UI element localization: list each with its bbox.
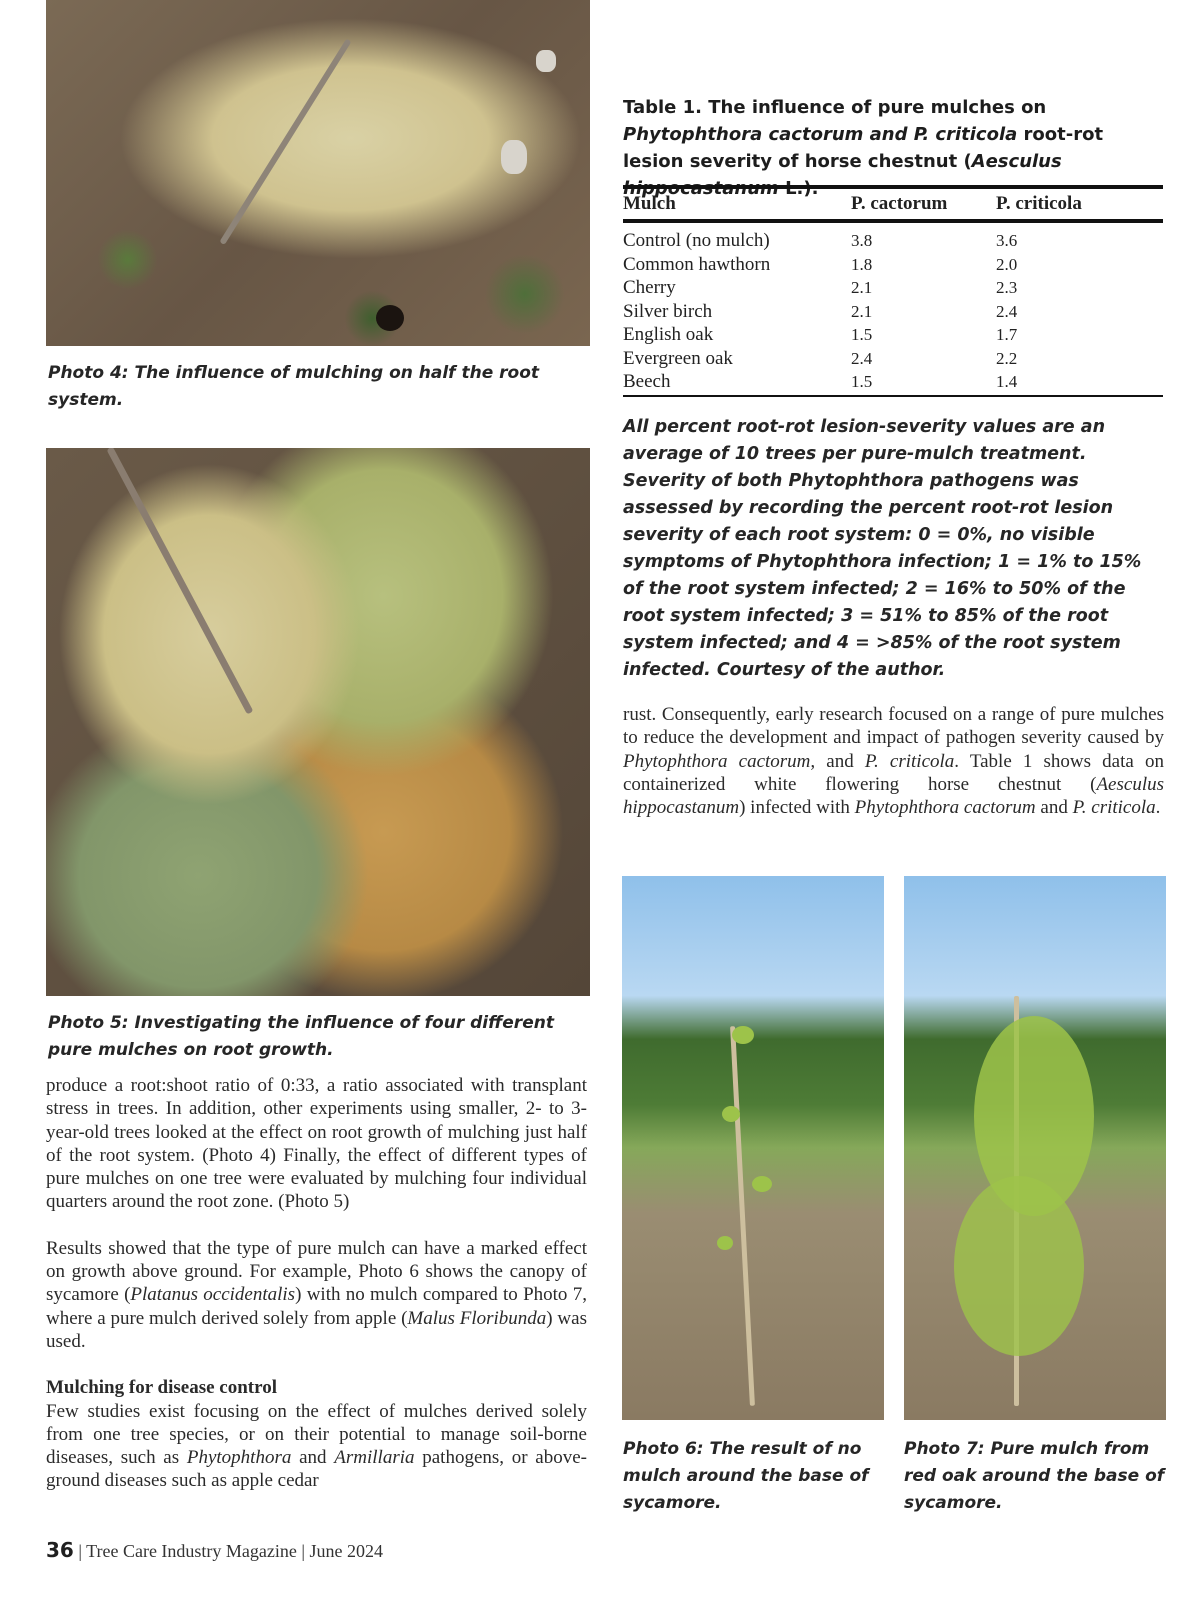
text: Results showed that the type of pure mulch can have a marked effect on growth above ground. For example, Photo 6 shows the canopy of sycamore ( (46, 1237, 587, 1306)
sapling-trunk (730, 1026, 755, 1406)
cell-p-criticola: 2.4 (996, 301, 1018, 321)
tree-branch (106, 448, 253, 715)
cell-p-criticola: 3.6 (996, 231, 1018, 250)
cell-p-cactorum: 1.5 (851, 370, 996, 396)
cell-mulch: Evergreen oak (623, 347, 733, 369)
text: pathogens, or above-ground diseases such as apple cedar (46, 1447, 588, 1492)
cell-mulch: English oak (623, 324, 714, 345)
table-title-italic: Phytophthora cactorum and P. criticola (623, 124, 1018, 145)
italic-text: Phytophthora (186, 1447, 292, 1469)
right-column-paragraph (623, 703, 1164, 819)
header-mulch: Mulch (623, 187, 851, 221)
photo-7-sycamore-red-oak-mulch (904, 876, 1166, 1420)
paragraph (46, 1237, 587, 1353)
italic-text: P. criticola (1072, 797, 1156, 819)
stone (536, 50, 556, 72)
table-title-text: L.). (778, 178, 819, 199)
paragraph: produce a root:shoot ratio of 0:33, a ratio associated with transplant stress in trees. In addition, other experiments using smaller, 2- to 3-year-old trees looked at the effect on root growth of mulching just half of the root system. (Photo 4) Finally, the effect of different types of pure mulches on one tree were evaluated by mulching four individual quarters around the root zone. (Photo 5) (46, 1075, 587, 1213)
cell-p-cactorum: 1.8 (851, 254, 873, 274)
text: and (815, 750, 865, 772)
text: ) infected with (739, 797, 855, 819)
text: ) with no mulch compared to Photo 7, where a pure mulch derived solely from apple ( (46, 1284, 587, 1329)
tree-branch (219, 38, 351, 245)
hole (376, 305, 404, 331)
cell-mulch: Silver birch (623, 300, 713, 322)
table-1-note: All percent root-rot lesion-severity values are an average of 10 trees per pure-mulch treatment. Severity of both Phytophthora pathogens was assessed by recording the percent root-rot lesion severity of each root system: 0 = 0%, no visible symptoms of Phytophthora infection; 1 = 1% to 15% of the root system infected; 2 = 16% to 50% of the root system infected; 3 = 51% to 85% of the root system infected; and 4 = >85% of the root system infected. Courtesy of the author. (623, 417, 1142, 680)
table-row (623, 323, 1163, 347)
photo-7-caption: Photo 7: Pure mulch from red oak around the base of sycamore. (904, 1439, 1165, 1513)
italic-text: P. criticola (864, 750, 955, 772)
text: Few studies exist focusing on the effect of mulches derived solely from one tree species, or on their potential to manage soil-borne diseases, such as (46, 1400, 587, 1469)
table-row (623, 276, 1163, 300)
cell-p-criticola: 2.3 (996, 278, 1018, 297)
page-footer (46, 1538, 383, 1562)
text: . Table 1 shows data on containerized white flowering horse chestnut ( (623, 750, 1164, 795)
leaf (752, 1176, 772, 1192)
stone (501, 140, 527, 174)
table-header-row (623, 187, 1163, 221)
cell-mulch: Cherry (623, 277, 676, 298)
text: rust. Consequently, early research focused on a range of pure mulches to reduce the development and impact of pathogen severity caused by (623, 704, 1164, 749)
text: ) was used. (46, 1307, 587, 1352)
photo-5-caption: Photo 5: Investigating the influence of four different pure mulches on root growth. (48, 1013, 554, 1060)
table-title-text: Table 1. The influence of pure mulches on (623, 97, 1047, 118)
cell-p-criticola: 1.7 (996, 325, 1018, 344)
photo-4-half-root-mulch (46, 0, 590, 346)
page-number: 36 (46, 1538, 74, 1562)
italic-text: Armillaria (334, 1447, 415, 1469)
italic-text: Phytophthora cactorum (854, 797, 1036, 819)
canopy (954, 1176, 1084, 1356)
table-title-italic: Aesculus hippocastanum (623, 151, 1062, 199)
cell-p-criticola: 2.2 (996, 348, 1018, 368)
italic-text: Platanus occidentalis (130, 1284, 296, 1306)
table-1 (623, 185, 1163, 397)
table-row (623, 253, 1163, 277)
cell-mulch: Control (no mulch) (623, 230, 770, 251)
photo-4-caption: Photo 4: The influence of mulching on half the root system. (48, 363, 540, 410)
leaf (722, 1106, 740, 1122)
cell-p-criticola: 2.0 (996, 254, 1018, 274)
header-p-criticola: P. criticola (996, 187, 1163, 221)
table-row (623, 370, 1163, 396)
leaf (732, 1026, 754, 1044)
cell-p-criticola: 1.4 (996, 370, 1163, 396)
section-heading: Mulching for disease control (46, 1377, 277, 1399)
cell-p-cactorum: 2.1 (851, 278, 873, 297)
left-column-text (46, 1074, 587, 1493)
italic-text: Aesculus hippocastanum (623, 773, 1164, 819)
italic-text: Phytophthora cactorum, (623, 750, 816, 772)
cell-p-cactorum: 2.1 (851, 301, 873, 321)
table-row (623, 347, 1163, 371)
text: and (1035, 797, 1073, 819)
header-p-cactorum: P. cactorum (851, 187, 996, 221)
publication-info: | Tree Care Industry Magazine | June 2024 (73, 1541, 383, 1561)
cell-mulch: Common hawthorn (623, 253, 771, 275)
text: and (291, 1447, 335, 1469)
photo-5-four-mulches (46, 448, 590, 996)
cell-p-cactorum: 1.5 (851, 325, 873, 344)
photo-6-sycamore-no-mulch (622, 876, 884, 1420)
paragraph (46, 1400, 587, 1493)
cell-mulch: Beech (623, 370, 851, 396)
table-row (623, 300, 1163, 324)
photo-6-caption: Photo 6: The result of no mulch around the base of sycamore. (623, 1439, 869, 1513)
italic-text: Malus Floribunda (407, 1307, 547, 1329)
text: . (1155, 797, 1161, 819)
cell-p-cactorum: 3.8 (851, 231, 873, 250)
table-title-text: root-rot lesion severity of horse chestnut ( (623, 124, 1104, 172)
cell-p-cactorum: 2.4 (851, 348, 873, 368)
leaf (717, 1236, 733, 1250)
table-row (623, 221, 1163, 253)
